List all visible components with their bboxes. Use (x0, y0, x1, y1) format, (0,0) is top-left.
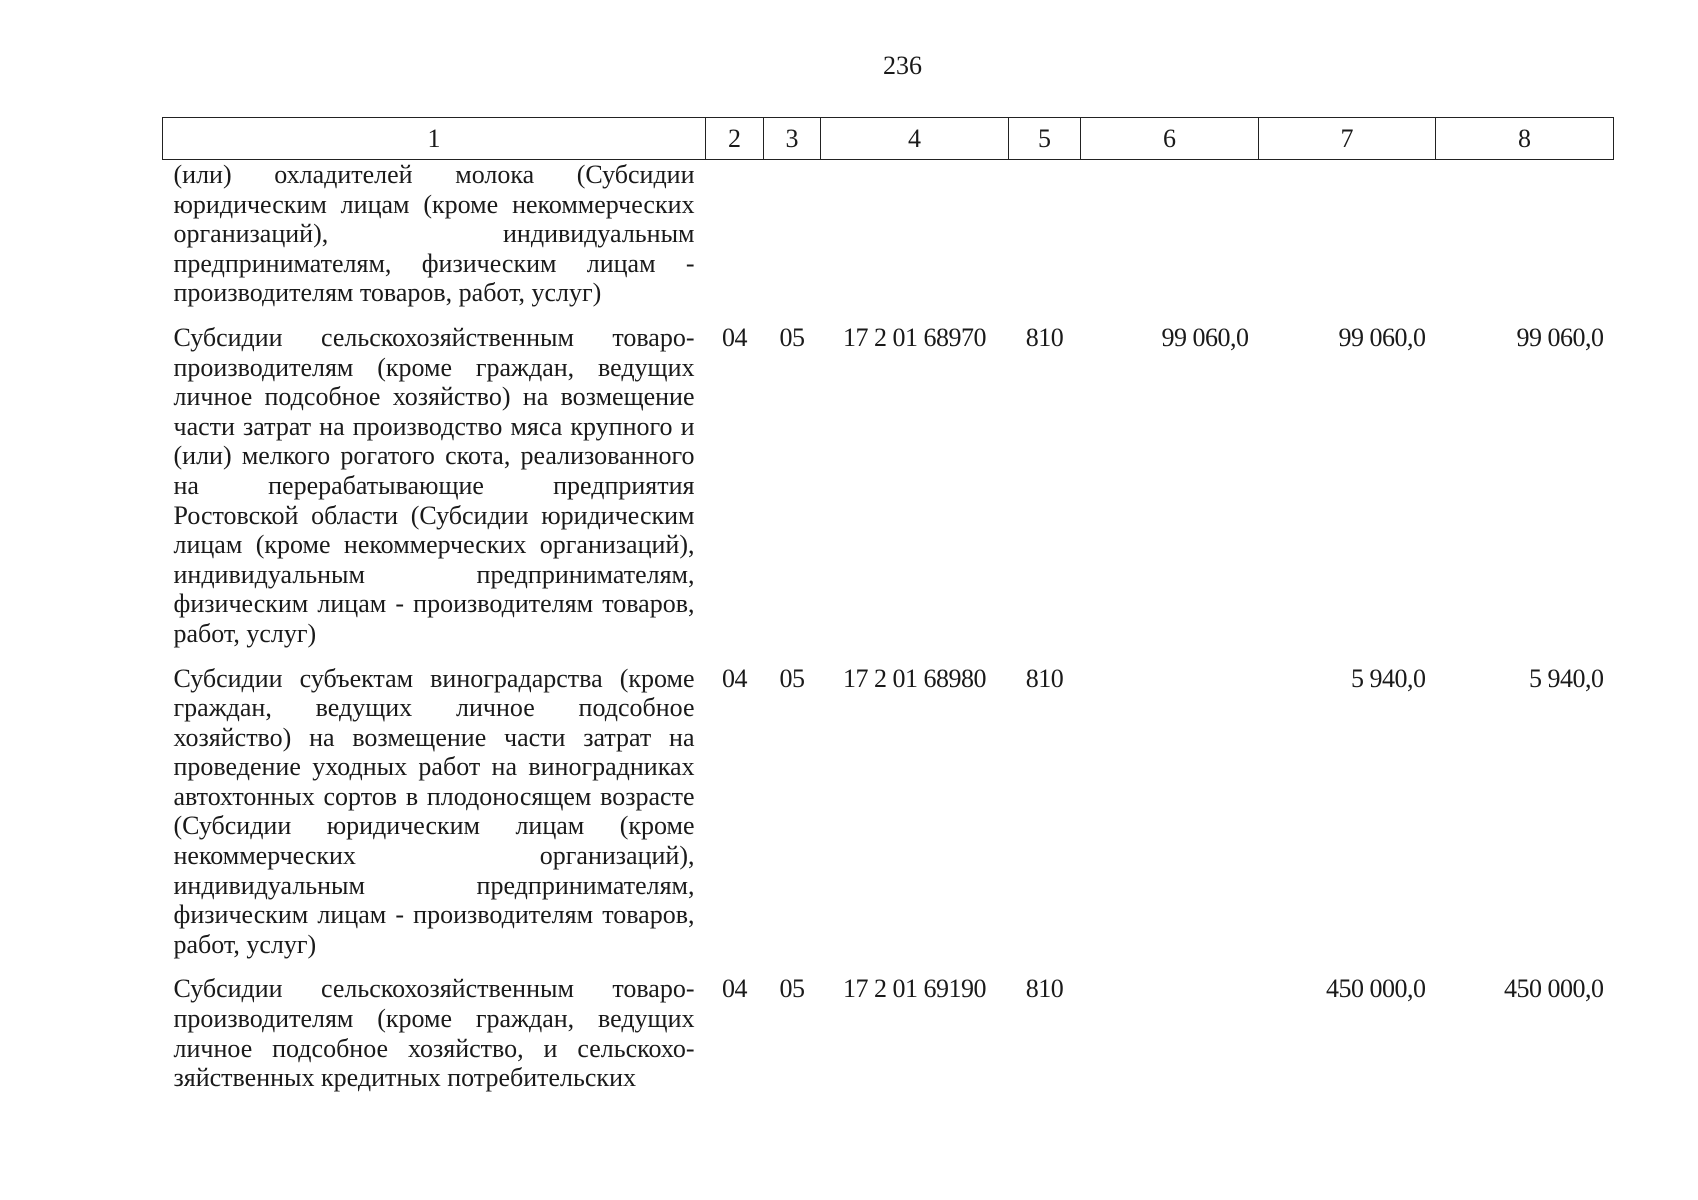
row-amount-col7 (1259, 160, 1436, 320)
row-description: Субсидии сельскохозяйственным товаропроизводителям (кроме граждан, ведущих личное подсобное хозяйство, и сельскохозяйственных кредитных потребительских (173, 974, 695, 1093)
row-amount-col7: 450 000,0 (1326, 974, 1426, 1004)
row-amount-col7: 5 940,0 (1351, 663, 1426, 693)
table-row (163, 661, 1614, 972)
row-amount-col6 (1081, 661, 1259, 972)
row-section-code: 04 (722, 974, 747, 1004)
table-row (163, 320, 1614, 661)
row-amount-col6: 99 060,0 (1161, 322, 1249, 352)
row-amount-col6 (1081, 971, 1259, 1104)
row-section-code (706, 160, 764, 320)
row-target-article-code: 17 2 01 68970 (843, 322, 986, 352)
row-expense-type-code: 810 (1025, 663, 1064, 693)
column-header-2: 2 (706, 118, 764, 160)
column-header-6: 6 (1081, 118, 1259, 160)
row-amount-col8: 99 060,0 (1516, 322, 1604, 352)
row-target-article-code (821, 160, 1009, 320)
row-expense-type-code (1009, 160, 1081, 320)
column-header-1: 1 (163, 118, 706, 160)
budget-table (162, 117, 1614, 1105)
row-description: Субсидии субъектам виноградарства (кроме граждан, ведущих личное подсобное хозяйство) на возмещение части затрат на проведение уходных работ на виноградниках автохтонных сортов в плодоносящем возрасте (Субсидии юридическим лицам (кроме некоммерческих организаций), индивидуальным предпринимателям, физическим лицам - производителям товаров, работ, услуг) (173, 663, 695, 959)
row-description: (или) охладителей молока (Субсидии юридическим лицам (кроме некоммерческих организаций), индивидуальным предпринимателям, физическим лицам - производителям товаров, работ, услуг) (173, 160, 695, 308)
row-description: Субсидии сельскохозяйственным товаропроизводителям (кроме граждан, ведущих личное подсобное хозяйство) на возмещение части затрат на производство мяса крупного и (или) мелкого рогатого скота, реализованного на перерабатывающие предприятия Ростовской области (Субсидии юридическим лицам (кроме некоммерческих организаций), индивидуальным предпринимателям, физическим лицам - производителям товаров, работ, услуг) (173, 322, 695, 648)
row-subsection-code: 05 (779, 974, 805, 1004)
row-section-code: 04 (722, 322, 747, 352)
column-header-7: 7 (1259, 118, 1436, 160)
row-target-article-code: 17 2 01 69190 (843, 974, 986, 1004)
row-subsection-code: 05 (779, 663, 805, 693)
row-amount-col8: 450 000,0 (1504, 974, 1604, 1004)
column-header-3: 3 (764, 118, 821, 160)
column-header-4: 4 (821, 118, 1009, 160)
row-target-article-code: 17 2 01 68980 (843, 663, 986, 693)
column-header-8: 8 (1436, 118, 1614, 160)
row-subsection-code: 05 (779, 322, 805, 352)
row-amount-col8 (1436, 160, 1614, 320)
column-header-5: 5 (1009, 118, 1081, 160)
table-row (163, 160, 1614, 320)
row-amount-col7: 99 060,0 (1338, 322, 1426, 352)
table-row (163, 971, 1614, 1104)
row-amount-col8: 5 940,0 (1529, 663, 1604, 693)
page-number: 236 (883, 51, 922, 80)
table-header-row (163, 118, 1614, 160)
row-expense-type-code: 810 (1025, 974, 1064, 1004)
row-amount-col6 (1081, 160, 1259, 320)
row-subsection-code (764, 160, 821, 320)
row-section-code: 04 (722, 663, 747, 693)
row-expense-type-code: 810 (1025, 322, 1064, 352)
